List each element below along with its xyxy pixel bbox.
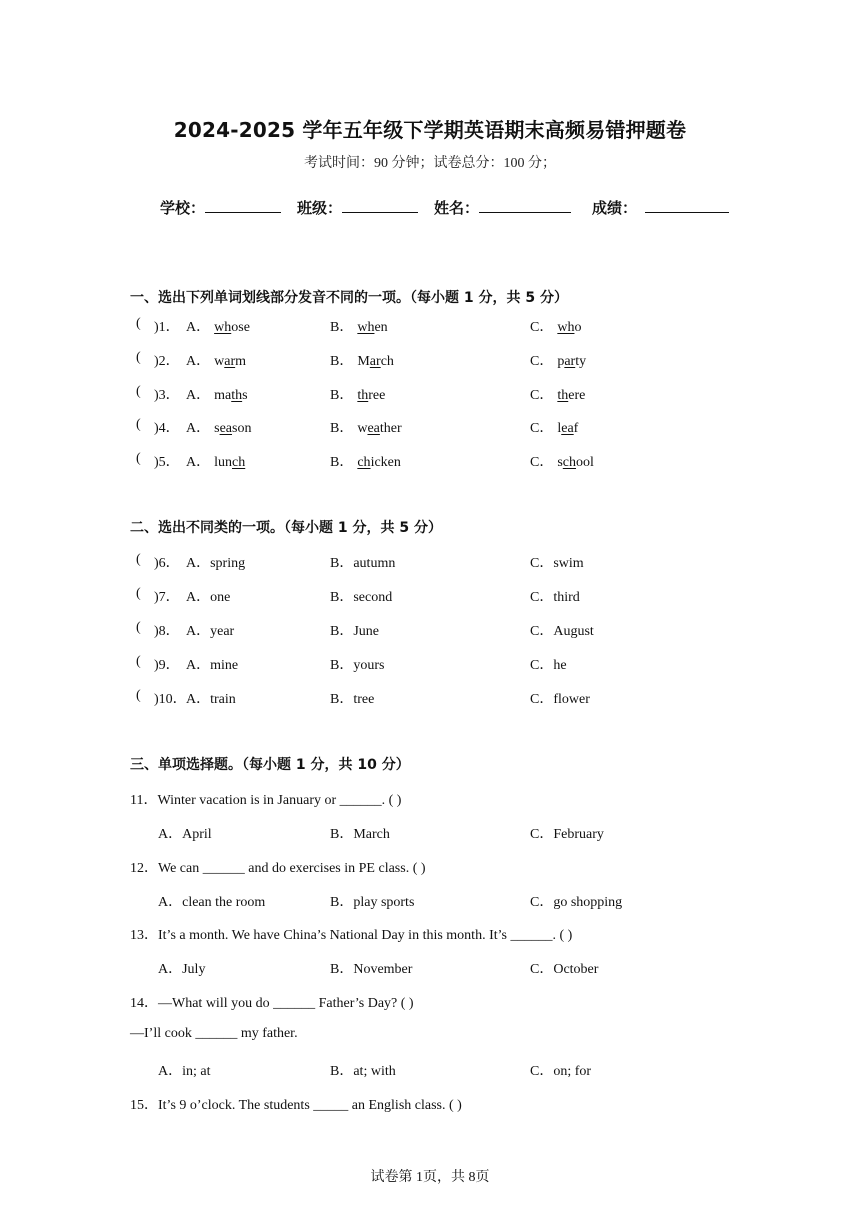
underlined-part: ch <box>562 455 577 470</box>
answer-paren[interactable]: ( <box>136 451 141 466</box>
class-field[interactable]: 班级： <box>297 197 418 218</box>
answer-paren[interactable]: ( <box>136 586 141 601</box>
question-11-options <box>130 823 770 847</box>
question-7 <box>130 586 770 610</box>
option-b[interactable]: B． chicken <box>330 455 401 470</box>
question-14-options <box>130 1060 770 1084</box>
option-b[interactable]: B．autumn <box>330 556 396 571</box>
option-c[interactable]: C． leaf <box>530 421 579 436</box>
option-b[interactable]: B． weather <box>330 421 402 436</box>
option-a[interactable]: A．April <box>158 827 212 842</box>
option-a[interactable]: A．train <box>186 692 236 707</box>
answer-paren[interactable]: ( <box>136 654 141 669</box>
question-1 <box>130 316 770 340</box>
score-field[interactable]: 成绩： <box>592 197 729 218</box>
underlined-part: wh <box>214 320 232 335</box>
option-a[interactable]: A．spring <box>186 556 246 571</box>
underlined-part: ar <box>224 354 236 369</box>
question-13-options <box>130 958 770 982</box>
section2-title: 二、选出不同类的一项。（每小题 1 分，共 5 分） <box>130 520 442 536</box>
option-c[interactable]: C．on; for <box>530 1064 592 1079</box>
question-number: )6． <box>154 556 180 571</box>
option-b[interactable]: B．tree <box>330 692 375 707</box>
underlined-part: ar <box>564 354 576 369</box>
option-a[interactable]: A．one <box>186 590 231 605</box>
question-number: )2． <box>154 354 180 369</box>
question-number: )4． <box>154 421 180 436</box>
question-2 <box>130 350 770 374</box>
question-6 <box>130 552 770 576</box>
question-12-options <box>130 891 770 915</box>
option-b[interactable]: B．March <box>330 827 390 842</box>
underlined-part: wh <box>357 320 375 335</box>
option-c[interactable]: C． school <box>530 455 594 470</box>
question-14-line2: —I’ll cook ______ my father. <box>130 1026 298 1041</box>
underlined-part: th <box>357 388 369 403</box>
option-c[interactable]: C．he <box>530 658 567 673</box>
option-a[interactable]: A． maths <box>186 388 248 403</box>
underlined-part: ea <box>219 421 233 436</box>
option-c[interactable]: C． who <box>530 320 582 335</box>
exam-info: 考试时间：90 分钟；试卷总分：100 分； <box>304 156 556 171</box>
question-11: 11．Winter vacation is in January or ______. ( ) <box>130 793 402 808</box>
option-a[interactable]: A． whose <box>186 320 250 335</box>
name-blank[interactable] <box>479 198 571 213</box>
question-4 <box>130 417 770 441</box>
section3-title: 三、单项选择题。（每小题 1 分，共 10 分） <box>130 757 410 773</box>
option-b[interactable]: B．yours <box>330 658 385 673</box>
question-12: 12．We can ______ and do exercises in PE class. ( ) <box>130 861 426 876</box>
underlined-part: ea <box>561 421 574 436</box>
page-number: 试卷第 1页，共 8页 <box>370 1170 490 1185</box>
answer-paren[interactable]: ( <box>136 620 141 635</box>
option-c[interactable]: C．swim <box>530 556 584 571</box>
option-c[interactable]: C． there <box>530 388 586 403</box>
question-3 <box>130 384 770 408</box>
option-a[interactable]: A．mine <box>186 658 239 673</box>
underlined-part: wh <box>557 320 575 335</box>
option-c[interactable]: C．flower <box>530 692 590 707</box>
question-10 <box>130 688 770 712</box>
option-c[interactable]: C． party <box>530 354 587 369</box>
option-b[interactable]: B．at; with <box>330 1064 396 1079</box>
option-c[interactable]: C．go shopping <box>530 895 623 910</box>
question-13: 13．It’s a month. We have China’s National Day in this month. It’s ______. ( ) <box>130 928 573 943</box>
option-c[interactable]: C．October <box>530 962 599 977</box>
option-b[interactable]: B． when <box>330 320 388 335</box>
underlined-part: th <box>231 388 243 403</box>
option-a[interactable]: A． season <box>186 421 252 436</box>
question-number: )5． <box>154 455 180 470</box>
answer-paren[interactable]: ( <box>136 552 141 567</box>
option-c[interactable]: C．third <box>530 590 580 605</box>
page-title: 2024-2025 学年五年级下学期英语期末高频易错押题卷 <box>173 118 687 142</box>
question-14: 14．—What will you do ______ Father’s Day? ( ) <box>130 996 414 1011</box>
question-number: )8． <box>154 624 180 639</box>
question-8 <box>130 620 770 644</box>
answer-paren[interactable]: ( <box>136 417 141 432</box>
option-c[interactable]: C．February <box>530 827 604 842</box>
name-field[interactable]: 姓名： <box>434 197 571 218</box>
question-number: )10． <box>154 692 187 707</box>
answer-paren[interactable]: ( <box>136 350 141 365</box>
option-b[interactable]: B．play sports <box>330 895 415 910</box>
option-a[interactable]: A．year <box>186 624 235 639</box>
option-a[interactable]: A． warm <box>186 354 247 369</box>
underlined-part: ea <box>367 421 380 436</box>
underlined-part: ar <box>369 354 381 369</box>
underlined-part: ch <box>232 455 246 470</box>
answer-paren[interactable]: ( <box>136 384 141 399</box>
option-b[interactable]: B．June <box>330 624 379 639</box>
option-b[interactable]: B．November <box>330 962 413 977</box>
question-15: 15．It’s 9 o’clock. The students _____ an English class. ( ) <box>130 1098 462 1113</box>
option-a[interactable]: A．in; at <box>158 1064 211 1079</box>
option-b[interactable]: B． three <box>330 388 386 403</box>
underlined-part: ch <box>357 455 371 470</box>
option-a[interactable]: A．July <box>158 962 206 977</box>
school-blank[interactable] <box>205 198 281 213</box>
school-field[interactable]: 学校： <box>160 197 281 218</box>
question-number: )1． <box>154 320 180 335</box>
option-b[interactable]: B． March <box>330 354 394 369</box>
class-blank[interactable] <box>342 198 418 213</box>
question-number: )9． <box>154 658 180 673</box>
answer-paren[interactable]: ( <box>136 316 141 331</box>
option-b[interactable]: B．second <box>330 590 393 605</box>
option-a[interactable]: A． lunch <box>186 455 246 470</box>
question-9 <box>130 654 770 678</box>
question-number: )3． <box>154 388 180 403</box>
option-a[interactable]: A．clean the room <box>158 895 266 910</box>
section1-title: 一、选出下列单词划线部分发音不同的一项。（每小题 1 分，共 5 分） <box>130 290 568 306</box>
score-blank[interactable] <box>645 198 729 213</box>
answer-paren[interactable]: ( <box>136 688 141 703</box>
question-5 <box>130 451 770 475</box>
question-number: )7． <box>154 590 180 605</box>
underlined-part: th <box>557 388 569 403</box>
option-c[interactable]: C．August <box>530 624 594 639</box>
